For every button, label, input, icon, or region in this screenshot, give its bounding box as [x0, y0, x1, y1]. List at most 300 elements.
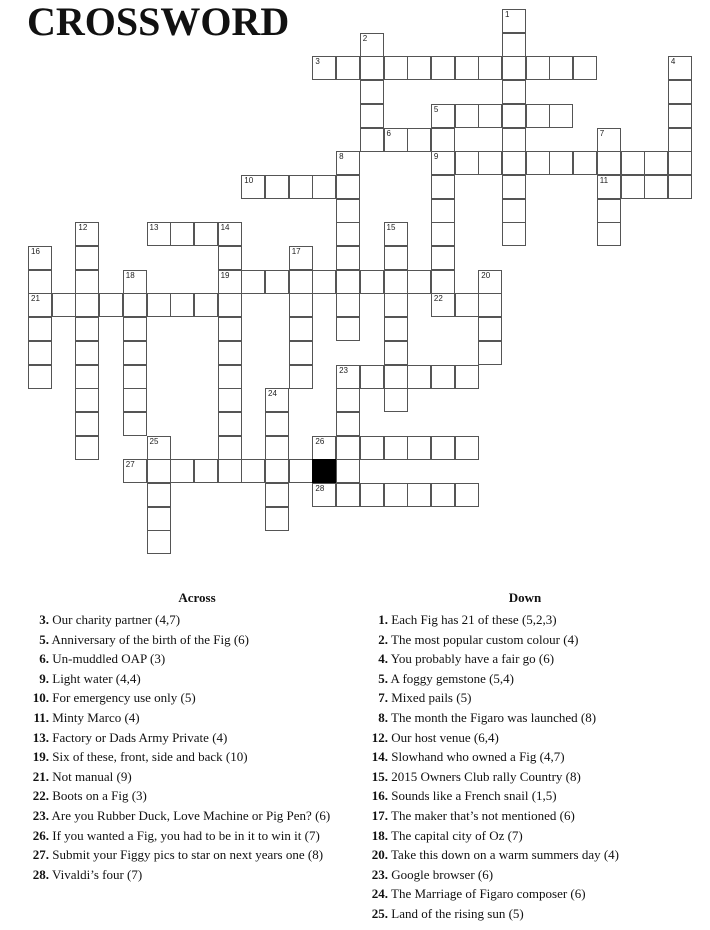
clue-number-label: 11. [33, 709, 49, 725]
grid-cell[interactable] [455, 104, 479, 128]
clue-number-label: 5. [378, 670, 388, 686]
grid-cell[interactable] [407, 270, 431, 294]
grid-cell[interactable] [621, 151, 645, 175]
across-clue [22, 806, 372, 826]
grid-cell[interactable] [218, 436, 242, 460]
across-clue [22, 688, 372, 708]
clue-number: 21 [31, 294, 40, 304]
grid-cell[interactable] [621, 175, 645, 199]
grid-cell[interactable] [170, 293, 194, 317]
grid-cell[interactable] [431, 56, 455, 80]
grid-cell[interactable] [549, 56, 573, 80]
grid-cell[interactable] [218, 459, 242, 483]
grid-cell[interactable] [573, 151, 597, 175]
across-clue [22, 669, 372, 689]
grid-cell[interactable] [241, 270, 265, 294]
grid-cell[interactable] [147, 459, 171, 483]
grid-cell[interactable] [336, 270, 360, 294]
grid-cell[interactable] [502, 80, 526, 104]
clue-number-label: 17. [371, 807, 388, 823]
grid-cell[interactable] [407, 128, 431, 152]
clue-number: 26 [315, 436, 325, 446]
grid-cell[interactable] [407, 365, 431, 389]
grid-cell[interactable] [597, 151, 621, 175]
clue-number-label: 9. [39, 670, 49, 686]
grid-cell[interactable] [360, 104, 384, 128]
clue-text: Are you Rubber Duck, Love Machine or Pig Pen? (6) [49, 807, 331, 823]
grid-cell[interactable] [478, 317, 502, 341]
grid-cell[interactable] [289, 365, 313, 389]
grid-cell[interactable] [75, 341, 99, 365]
grid-cell[interactable] [336, 483, 360, 507]
grid-cell[interactable] [147, 436, 171, 460]
grid-cell[interactable] [265, 483, 289, 507]
grid-cell[interactable] [360, 365, 384, 389]
grid-cell[interactable] [502, 104, 526, 128]
down-clue [355, 884, 695, 904]
grid-cell[interactable] [360, 436, 384, 460]
clue-number: 5 [433, 104, 439, 114]
grid-cell[interactable] [336, 293, 360, 317]
grid-cell[interactable] [289, 270, 313, 294]
down-list [355, 610, 695, 924]
grid-cell[interactable] [265, 270, 289, 294]
grid-cell[interactable] [28, 317, 52, 341]
grid-cell[interactable] [360, 270, 384, 294]
clue-number-label: 7. [378, 690, 388, 706]
grid-cell[interactable] [384, 436, 408, 460]
grid-cell[interactable] [644, 151, 668, 175]
grid-cell[interactable] [147, 483, 171, 507]
clue-text: Boots on a Fig (3) [49, 788, 147, 804]
clue-text: Each Fig has 21 of these (5,2,3) [388, 612, 557, 627]
grid-cell[interactable] [431, 246, 455, 270]
clue-number: 22 [433, 294, 443, 304]
grid-cell[interactable] [218, 388, 242, 412]
clue-text: The Marriage of Figaro composer (6) [388, 886, 586, 902]
clue-text: Take this down on a warm summers day (4) [388, 847, 619, 863]
clue-number: 7 [599, 128, 605, 138]
clue-number: 17 [291, 247, 301, 256]
page-title: CROSSWORD [27, 0, 290, 44]
grid-cell[interactable] [147, 507, 171, 531]
grid-cell[interactable] [384, 365, 408, 389]
down-clue [355, 845, 695, 865]
clue-number-label: 14. [371, 749, 388, 765]
clue-number: 14 [220, 223, 230, 233]
grid-cell[interactable] [384, 341, 408, 365]
clue-number-label: 12. [371, 729, 388, 745]
grid-cell[interactable] [597, 199, 621, 223]
grid-cell[interactable] [360, 33, 384, 57]
grid-cell[interactable] [478, 104, 502, 128]
grid-cell[interactable] [455, 436, 479, 460]
clue-number-label: 18. [371, 827, 388, 843]
grid-cell[interactable] [431, 199, 455, 223]
grid-cell[interactable] [218, 246, 242, 270]
grid-cell[interactable] [455, 151, 479, 175]
clue-text: Anniversary of the birth of the Fig (6) [49, 631, 250, 647]
grid-cell[interactable] [99, 293, 123, 317]
grid-cell[interactable] [478, 56, 502, 80]
clue-number-label: 10. [32, 690, 49, 706]
clue-number-label: 23. [371, 866, 388, 882]
clue-number: 20 [481, 270, 491, 280]
clue-text: Google browser (6) [388, 866, 494, 882]
grid-cell[interactable] [336, 459, 360, 483]
clue-number: 3 [315, 57, 320, 67]
across-list [22, 610, 372, 884]
down-clue [355, 865, 695, 885]
clue-number-label: 3. [39, 612, 49, 627]
grid-cell[interactable] [455, 293, 479, 317]
grid-cell[interactable] [289, 341, 313, 365]
across-clue [22, 708, 372, 728]
down-clue [355, 747, 695, 767]
clue-number-label: 6. [39, 651, 49, 667]
grid-cell[interactable] [502, 9, 526, 33]
down-clues [355, 590, 695, 924]
grid-cell[interactable] [526, 151, 550, 175]
down-clue [355, 688, 695, 708]
clue-text: Vivaldi’s four (7) [49, 866, 143, 882]
grid-cell[interactable] [170, 459, 194, 483]
across-clue [22, 845, 372, 865]
clue-number-label: 27. [32, 847, 49, 863]
grid-cell[interactable] [265, 459, 289, 483]
clue-number-label: 24. [371, 886, 388, 902]
clue-number-label: 4. [378, 651, 388, 667]
grid-cell[interactable] [336, 56, 360, 80]
grid-cell[interactable] [75, 388, 99, 412]
grid-cell[interactable] [360, 80, 384, 104]
grid-cell[interactable] [431, 365, 455, 389]
clue-number: 2 [362, 33, 368, 43]
grid-cell[interactable] [218, 412, 242, 436]
grid-cell[interactable] [75, 317, 99, 341]
grid-cell[interactable] [218, 341, 242, 365]
clue-number-label: 28. [32, 866, 49, 882]
grid-cell[interactable] [360, 56, 384, 80]
clue-number: 18 [125, 270, 135, 280]
down-clue [355, 669, 695, 689]
grid-cell[interactable] [360, 483, 384, 507]
clue-number-label: 8. [378, 709, 388, 725]
grid-cell[interactable] [502, 56, 526, 80]
grid-cell[interactable] [478, 341, 502, 365]
block-cell [312, 459, 336, 483]
grid-cell[interactable] [526, 56, 550, 80]
across-clue [22, 786, 372, 806]
grid-cell[interactable] [336, 222, 360, 246]
grid-cell[interactable] [597, 175, 621, 199]
grid-cell[interactable] [265, 412, 289, 436]
clue-number: 28 [315, 484, 325, 493]
grid-cell[interactable] [573, 56, 597, 80]
clue-text: The capital city of Oz (7) [388, 827, 523, 843]
across-clues [22, 590, 372, 884]
grid-cell[interactable] [75, 436, 99, 460]
grid-cell[interactable] [502, 151, 526, 175]
grid-cell[interactable] [312, 270, 336, 294]
grid-cell[interactable] [28, 270, 52, 294]
down-clue [355, 649, 695, 669]
grid-cell[interactable] [147, 530, 171, 554]
clue-text: The maker that’s not mentioned (6) [388, 807, 575, 823]
clue-number: 6 [386, 128, 391, 138]
grid-cell[interactable] [336, 412, 360, 436]
clue-number: 25 [149, 436, 159, 446]
across-heading: Across [178, 590, 216, 605]
clue-text: Light water (4,4) [49, 670, 141, 686]
clue-number: 4 [670, 57, 676, 67]
grid-cell[interactable] [384, 483, 408, 507]
across-clue [22, 865, 372, 885]
grid-cell[interactable] [455, 483, 479, 507]
grid-cell[interactable] [312, 175, 336, 199]
grid-cell[interactable] [384, 128, 408, 152]
grid-cell[interactable] [502, 33, 526, 57]
grid-cell[interactable] [431, 483, 455, 507]
grid-cell[interactable] [407, 436, 431, 460]
clue-text: Slowhand who owned a Fig (4,7) [388, 749, 565, 765]
across-clue [22, 630, 372, 650]
clue-text: Minty Marco (4) [49, 709, 140, 725]
clue-number: 15 [386, 223, 396, 233]
clue-number: 23 [339, 365, 348, 375]
grid-cell[interactable] [170, 222, 194, 246]
grid-cell[interactable] [668, 175, 692, 199]
clue-number: 8 [339, 152, 344, 162]
clue-text: Submit your Figgy pics to star on next years one (8) [49, 847, 324, 863]
grid-cell[interactable] [123, 388, 147, 412]
clue-text: Our host venue (6,4) [388, 729, 499, 745]
across-clue [22, 747, 372, 767]
grid-cell[interactable] [668, 128, 692, 152]
down-heading: Down [508, 590, 542, 605]
grid-cell[interactable] [194, 459, 218, 483]
across-clue [22, 826, 372, 846]
clue-number: 19 [220, 270, 230, 280]
clue-text: A foggy gemstone (5,4) [388, 670, 515, 686]
grid-cell[interactable] [526, 104, 550, 128]
down-clue [355, 610, 695, 630]
grid-cell[interactable] [123, 412, 147, 436]
clue-number-label: 13. [32, 729, 49, 745]
down-clue [355, 728, 695, 748]
grid-cell[interactable] [123, 459, 147, 483]
grid-cell[interactable] [431, 293, 455, 317]
clue-number: 11 [599, 175, 609, 185]
grid-cell[interactable] [384, 56, 408, 80]
grid-cell[interactable] [502, 222, 526, 246]
grid-cell[interactable] [384, 388, 408, 412]
grid-cell[interactable] [75, 270, 99, 294]
grid-cell[interactable] [336, 365, 360, 389]
grid-cell[interactable] [668, 56, 692, 80]
grid-cell[interactable] [431, 436, 455, 460]
grid-cell[interactable] [147, 293, 171, 317]
grid-cell[interactable] [218, 317, 242, 341]
clue-text: Not manual (9) [49, 768, 132, 784]
grid-cell[interactable] [265, 388, 289, 412]
grid-cell[interactable] [336, 317, 360, 341]
grid-cell[interactable] [123, 365, 147, 389]
clue-number-label: 5. [39, 631, 49, 647]
grid-cell[interactable] [644, 175, 668, 199]
clue-text: Mixed pails (5) [388, 690, 472, 706]
grid-cell[interactable] [455, 365, 479, 389]
grid-cell[interactable] [549, 151, 573, 175]
grid-cell[interactable] [336, 436, 360, 460]
grid-cell[interactable] [289, 246, 313, 270]
clue-text: The month the Figaro was launched (8) [388, 709, 597, 725]
grid-cell[interactable] [549, 104, 573, 128]
grid-cell[interactable] [502, 175, 526, 199]
grid-cell[interactable] [668, 104, 692, 128]
grid-cell[interactable] [218, 270, 242, 294]
grid-cell[interactable] [265, 507, 289, 531]
grid-cell[interactable] [75, 293, 99, 317]
grid-cell[interactable] [75, 365, 99, 389]
across-clue [22, 728, 372, 748]
down-clue [355, 904, 695, 924]
grid-cell[interactable] [336, 246, 360, 270]
grid-cell[interactable] [502, 199, 526, 223]
grid-cell[interactable] [218, 365, 242, 389]
grid-cell[interactable] [668, 151, 692, 175]
grid-cell[interactable] [407, 56, 431, 80]
clue-number-label: 23. [32, 807, 49, 823]
grid-cell[interactable] [478, 293, 502, 317]
grid-cell[interactable] [289, 317, 313, 341]
grid-cell[interactable] [431, 104, 455, 128]
clue-text: Sounds like a French snail (1,5) [388, 788, 557, 804]
grid-cell[interactable] [478, 270, 502, 294]
down-clue [355, 826, 695, 846]
grid-cell[interactable] [312, 56, 336, 80]
clue-text: For emergency use only (5) [49, 690, 196, 706]
grid-cell[interactable] [360, 128, 384, 152]
grid-cell[interactable] [75, 222, 99, 246]
grid-cell[interactable] [431, 175, 455, 199]
clue-number: 9 [433, 152, 439, 162]
grid-cell[interactable] [312, 436, 336, 460]
clue-text: Six of these, front, side and back (10) [49, 749, 248, 765]
grid-cell[interactable] [597, 128, 621, 152]
grid-cell[interactable] [289, 459, 313, 483]
clue-number-label: 19. [32, 749, 49, 765]
grid-cell[interactable] [384, 246, 408, 270]
clue-text: Our charity partner (4,7) [49, 612, 181, 627]
grid-cell[interactable] [28, 246, 52, 270]
grid-cell[interactable] [147, 222, 171, 246]
grid-cell[interactable] [431, 222, 455, 246]
clue-number-label: 21. [32, 768, 49, 784]
grid-cell[interactable] [502, 128, 526, 152]
grid-cell[interactable] [407, 483, 431, 507]
grid-cell[interactable] [123, 293, 147, 317]
grid-cell[interactable] [265, 436, 289, 460]
clue-text: Factory or Dads Army Private (4) [49, 729, 228, 745]
grid-cell[interactable] [28, 341, 52, 365]
grid-cell[interactable] [123, 270, 147, 294]
grid-cell[interactable] [336, 175, 360, 199]
grid-cell[interactable] [123, 317, 147, 341]
grid-cell[interactable] [28, 293, 52, 317]
grid-cell[interactable] [289, 175, 313, 199]
grid-cell[interactable] [478, 151, 502, 175]
grid-cell[interactable] [336, 199, 360, 223]
grid-cell[interactable] [218, 293, 242, 317]
down-clue [355, 767, 695, 787]
grid-cell[interactable] [384, 317, 408, 341]
down-clue [355, 786, 695, 806]
grid-cell[interactable] [455, 56, 479, 80]
grid-cell[interactable] [75, 246, 99, 270]
clue-number: 16 [31, 247, 40, 256]
clue-text: You probably have a fair go (6) [388, 651, 555, 667]
grid-cell[interactable] [194, 293, 218, 317]
grid-cell[interactable] [431, 151, 455, 175]
clue-number: 13 [149, 223, 159, 233]
grid-cell[interactable] [52, 293, 76, 317]
clue-text: 2015 Owners Club rally Country (8) [388, 768, 581, 784]
clue-text: The most popular custom colour (4) [388, 631, 579, 647]
grid-cell[interactable] [123, 341, 147, 365]
clue-text: Un-muddled OAP (3) [49, 651, 166, 667]
grid-cell[interactable] [668, 80, 692, 104]
grid-cell[interactable] [28, 365, 52, 389]
grid-cell[interactable] [431, 270, 455, 294]
clue-text: Land of the rising sun (5) [388, 905, 524, 921]
grid-cell[interactable] [431, 128, 455, 152]
clue-number-label: 15. [371, 768, 388, 784]
grid-cell[interactable] [384, 222, 408, 246]
clue-number-label: 2. [378, 631, 388, 647]
across-clue [22, 649, 372, 669]
grid-cell[interactable] [597, 222, 621, 246]
clue-number-label: 25. [371, 905, 388, 921]
down-clue [355, 708, 695, 728]
grid-cell[interactable] [336, 388, 360, 412]
clue-number: 24 [268, 389, 277, 399]
clue-number-label: 1. [378, 612, 388, 627]
down-clue [355, 806, 695, 826]
clue-number: 27 [125, 460, 135, 470]
grid-cell[interactable] [384, 270, 408, 294]
grid-cell[interactable] [312, 483, 336, 507]
clue-text: If you wanted a Fig, you had to be in it to win it (7) [49, 827, 320, 843]
across-clue [22, 767, 372, 787]
grid-cell[interactable] [384, 293, 408, 317]
clue-number-label: 22. [32, 788, 49, 804]
grid-cell[interactable] [194, 222, 218, 246]
clue-number-label: 26. [32, 827, 49, 843]
grid-cell[interactable] [241, 459, 265, 483]
grid-cell[interactable] [241, 175, 265, 199]
down-clue [355, 630, 695, 650]
grid-cell[interactable] [336, 151, 360, 175]
clue-number: 12 [78, 223, 88, 233]
grid-cell[interactable] [289, 293, 313, 317]
clue-number: 10 [244, 175, 254, 185]
clue-number-label: 16. [371, 788, 388, 804]
grid-cell[interactable] [75, 412, 99, 436]
grid-cell[interactable] [265, 175, 289, 199]
grid-cell[interactable] [218, 222, 242, 246]
clue-number: 1 [505, 10, 510, 19]
